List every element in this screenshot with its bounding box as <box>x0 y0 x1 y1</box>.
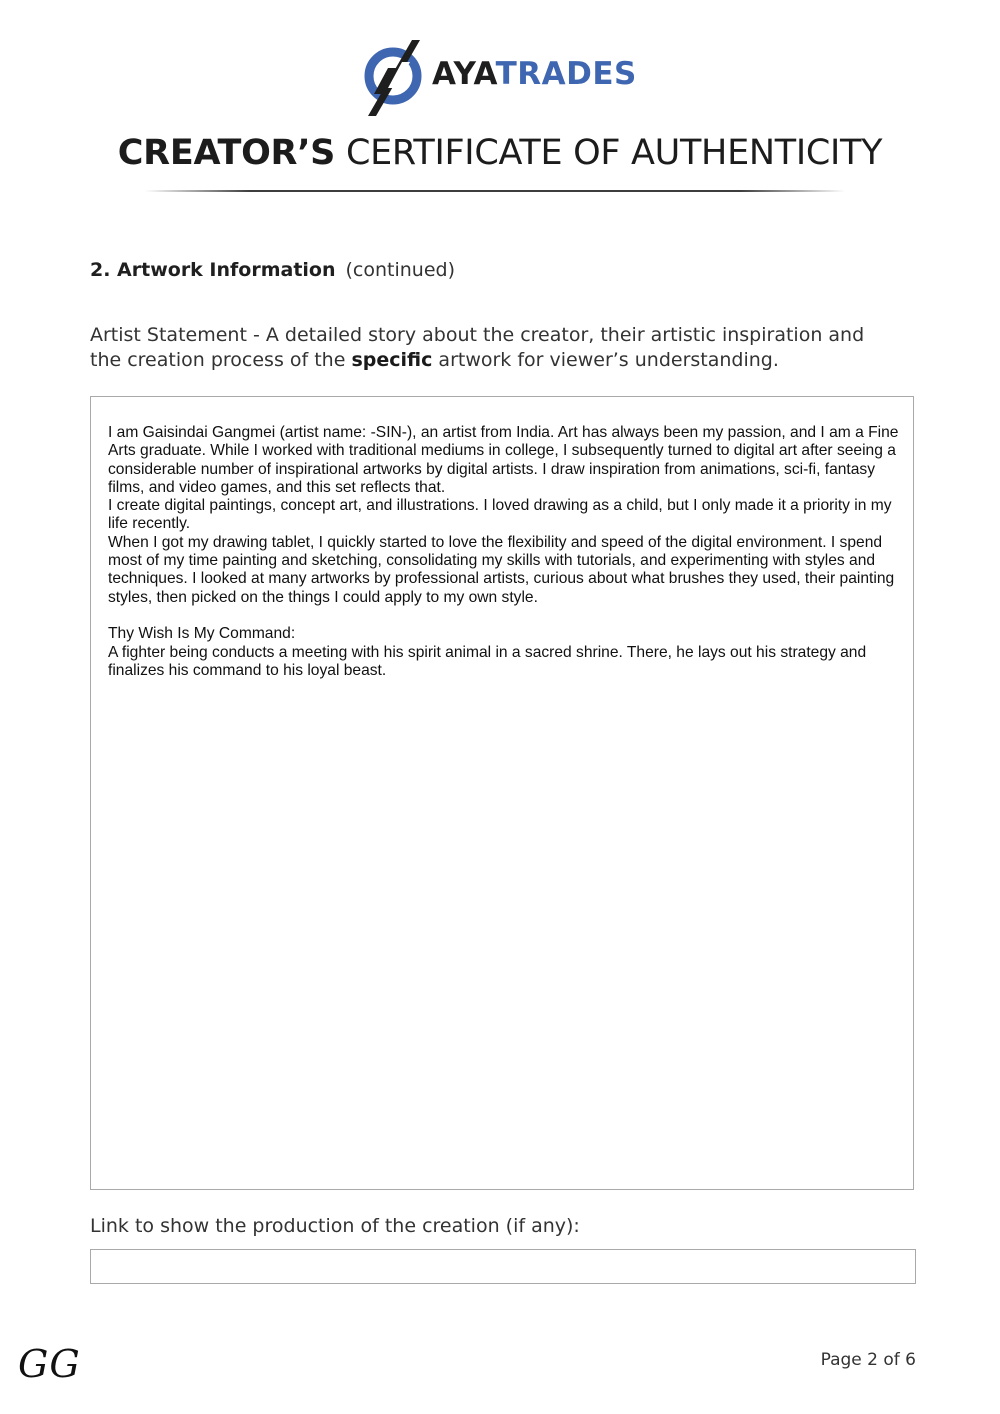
section-heading-note: (continued) <box>345 259 456 281</box>
intro-text-bold: specific <box>351 349 433 371</box>
initials-signature: GG <box>18 1342 81 1386</box>
wordmark-trades: TRADES <box>495 56 637 92</box>
section-heading-title: 2. Artwork Information <box>90 259 336 281</box>
certificate-title <box>0 133 1000 173</box>
intro-text-part2: artwork for viewer’s understanding. <box>432 349 779 371</box>
section-heading <box>90 259 455 281</box>
artist-statement-field[interactable] <box>90 396 914 1190</box>
title-divider <box>145 190 845 192</box>
page-number: Page 2 of 6 <box>820 1350 916 1370</box>
ayatrades-logo <box>362 38 642 118</box>
title-rest: CERTIFICATE OF AUTHENTICITY <box>345 133 883 173</box>
production-link-input[interactable] <box>90 1249 916 1284</box>
ayatrades-logo-icon <box>362 38 424 118</box>
artist-statement-instructions <box>90 323 890 373</box>
intro-text-part1: Artist Statement - A detailed story about the creator, their artistic inspiration and the creation process of the <box>90 324 865 371</box>
production-link-label: Link to show the production of the creation (if any): <box>90 1215 580 1237</box>
title-bold: CREATOR’S <box>117 133 336 173</box>
ayatrades-wordmark <box>432 56 637 92</box>
artist-statement-text: I am Gaisindai Gangmei (artist name: -SIN-), an artist from India. Art has always been my passion, and I am a Fine Arts graduate. While I worked with traditional mediums in college, I subsequently turned to digital art after seeing a considerable number of inspirational artworks by digital artists. I draw inspiration from animations, sci-fi, fantasy films, and video games, and this set reflects that. I create digital paintings, concept art, and illustrations. I loved drawing as a child, but I only made it a priority in my life recently. When I got my drawing tablet, I quickly started to love the flexibility and speed of the digital environment. I spend most of my time painting and sketching, consolidating my skills with tutorials, and experimenting with styles and techniques. I looked at many artworks by professional artists, curious about what brushes they used, their painting styles, then picked on the things I could apply to my own style. Thy Wish Is My Command: A fighter being conducts a meeting with his spirit animal in a sacred shrine. There, he lays out his strategy and finalizes his command to his loyal beast. <box>108 424 899 679</box>
wordmark-aya: AYA <box>432 56 496 92</box>
